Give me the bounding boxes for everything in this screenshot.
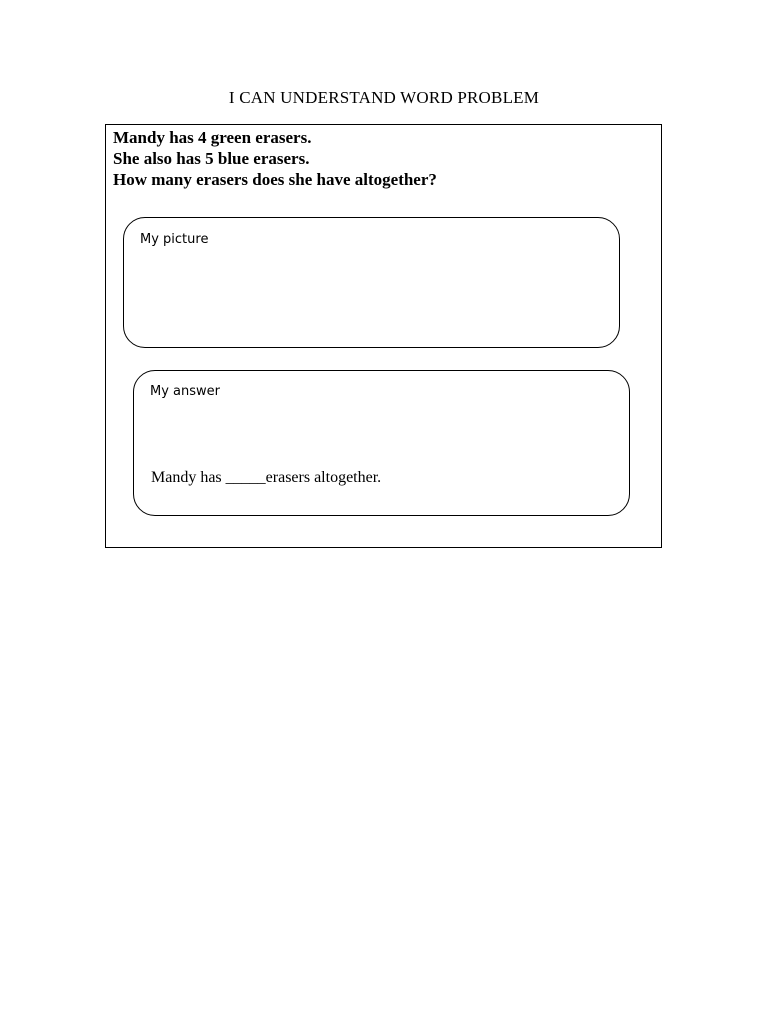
my-picture-label: My picture (140, 232, 209, 247)
problem-line-2: She also has 5 blue erasers. (113, 149, 310, 168)
problem-line-1: Mandy has 4 green erasers. (113, 128, 312, 147)
problem-question: How many erasers does she have altogether? (113, 170, 437, 189)
my-picture-box (123, 217, 620, 348)
my-answer-label: My answer (150, 384, 220, 399)
word-problem-box (105, 124, 662, 548)
page-title: I CAN UNDERSTAND WORD PROBLEM (228, 88, 540, 107)
word-problem-text (113, 127, 437, 190)
answer-sentence: Mandy has _____erasers altogether. (151, 469, 382, 486)
my-answer-box (133, 370, 630, 516)
